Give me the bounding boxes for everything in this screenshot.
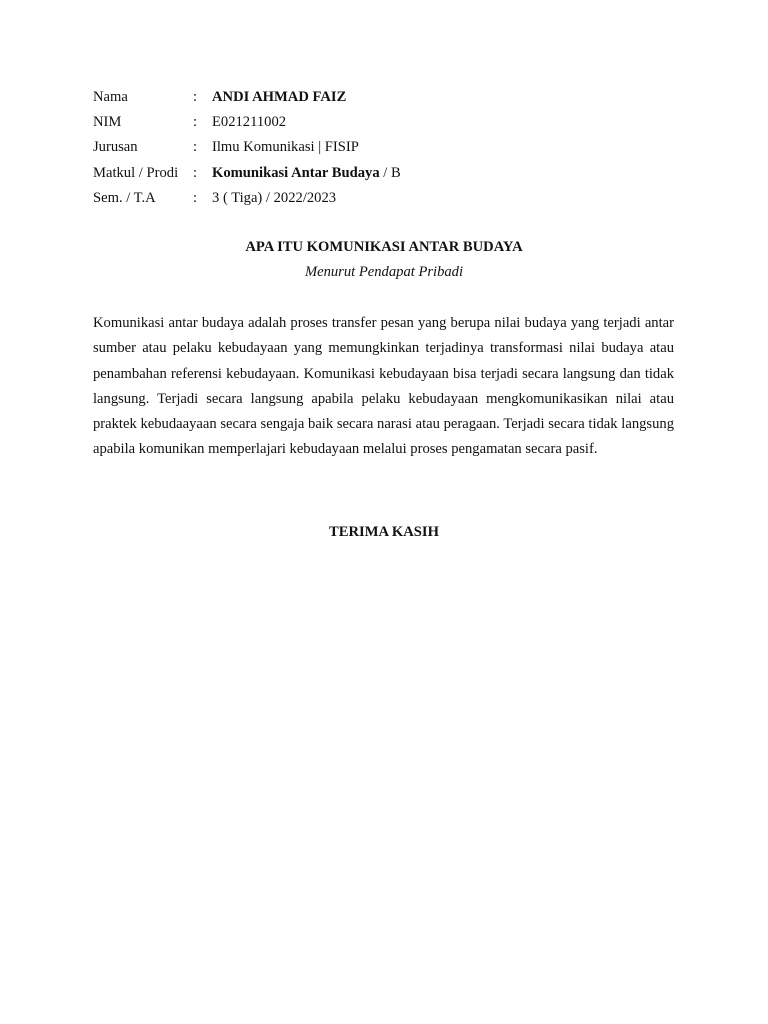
identity-value-name: ANDI AHMAD FAIZ (212, 89, 347, 106)
identity-table (93, 85, 401, 211)
identity-colon: : (193, 114, 198, 131)
identity-row-semester (93, 186, 401, 211)
closing-text: TERIMA KASIH (329, 524, 439, 540)
identity-colon: : (193, 139, 198, 156)
identity-row-jurusan (93, 135, 401, 160)
identity-colon: : (193, 164, 198, 181)
identity-row-matkul (93, 161, 401, 186)
identity-label: Nama (93, 89, 128, 106)
body-paragraph: Komunikasi antar budaya adalah proses transfer pesan yang berupa nilai budaya yang terjadi antar sumber atau pelaku kebudayaan yang memungkinkan terjadinya transformasi nilai budaya atau penambahan referensi kebudayaan. Komunikasi kebudayaan bisa terjadi secara langsung dan tidak langsung. Terjadi secara langsung apabila pelaku kebudayaan mengkomunikasikan nilai atau praktek kebudaayaan secara sengaja baik secara narasi atau peragaan. Terjadi secara tidak langsung apabila komunikan memperlajari kebudayaan melalui proses pengamatan secara pasif. (93, 315, 674, 458)
identity-value-semester: 3 ( Tiga) / 2022/2023 (212, 189, 337, 206)
identity-label: Sem. / T.A (93, 189, 156, 206)
identity-label: Matkul / Prodi (93, 164, 179, 181)
identity-value-matkul (212, 161, 401, 186)
identity-row-name (93, 85, 401, 110)
course-class: / B (379, 164, 401, 181)
identity-colon: : (193, 89, 198, 106)
identity-row-nim (93, 110, 401, 135)
identity-colon: : (193, 189, 198, 206)
document-title: APA ITU KOMUNIKASI ANTAR BUDAYA (245, 239, 523, 255)
identity-label: NIM (93, 114, 122, 131)
identity-value-jurusan: Ilmu Komunikasi | FISIP (212, 139, 359, 156)
document-subtitle: Menurut Pendapat Pribadi (304, 264, 464, 280)
course-name: Komunikasi Antar Budaya (212, 164, 380, 181)
identity-value-nim: E021211002 (212, 114, 287, 131)
identity-label: Jurusan (93, 139, 138, 156)
